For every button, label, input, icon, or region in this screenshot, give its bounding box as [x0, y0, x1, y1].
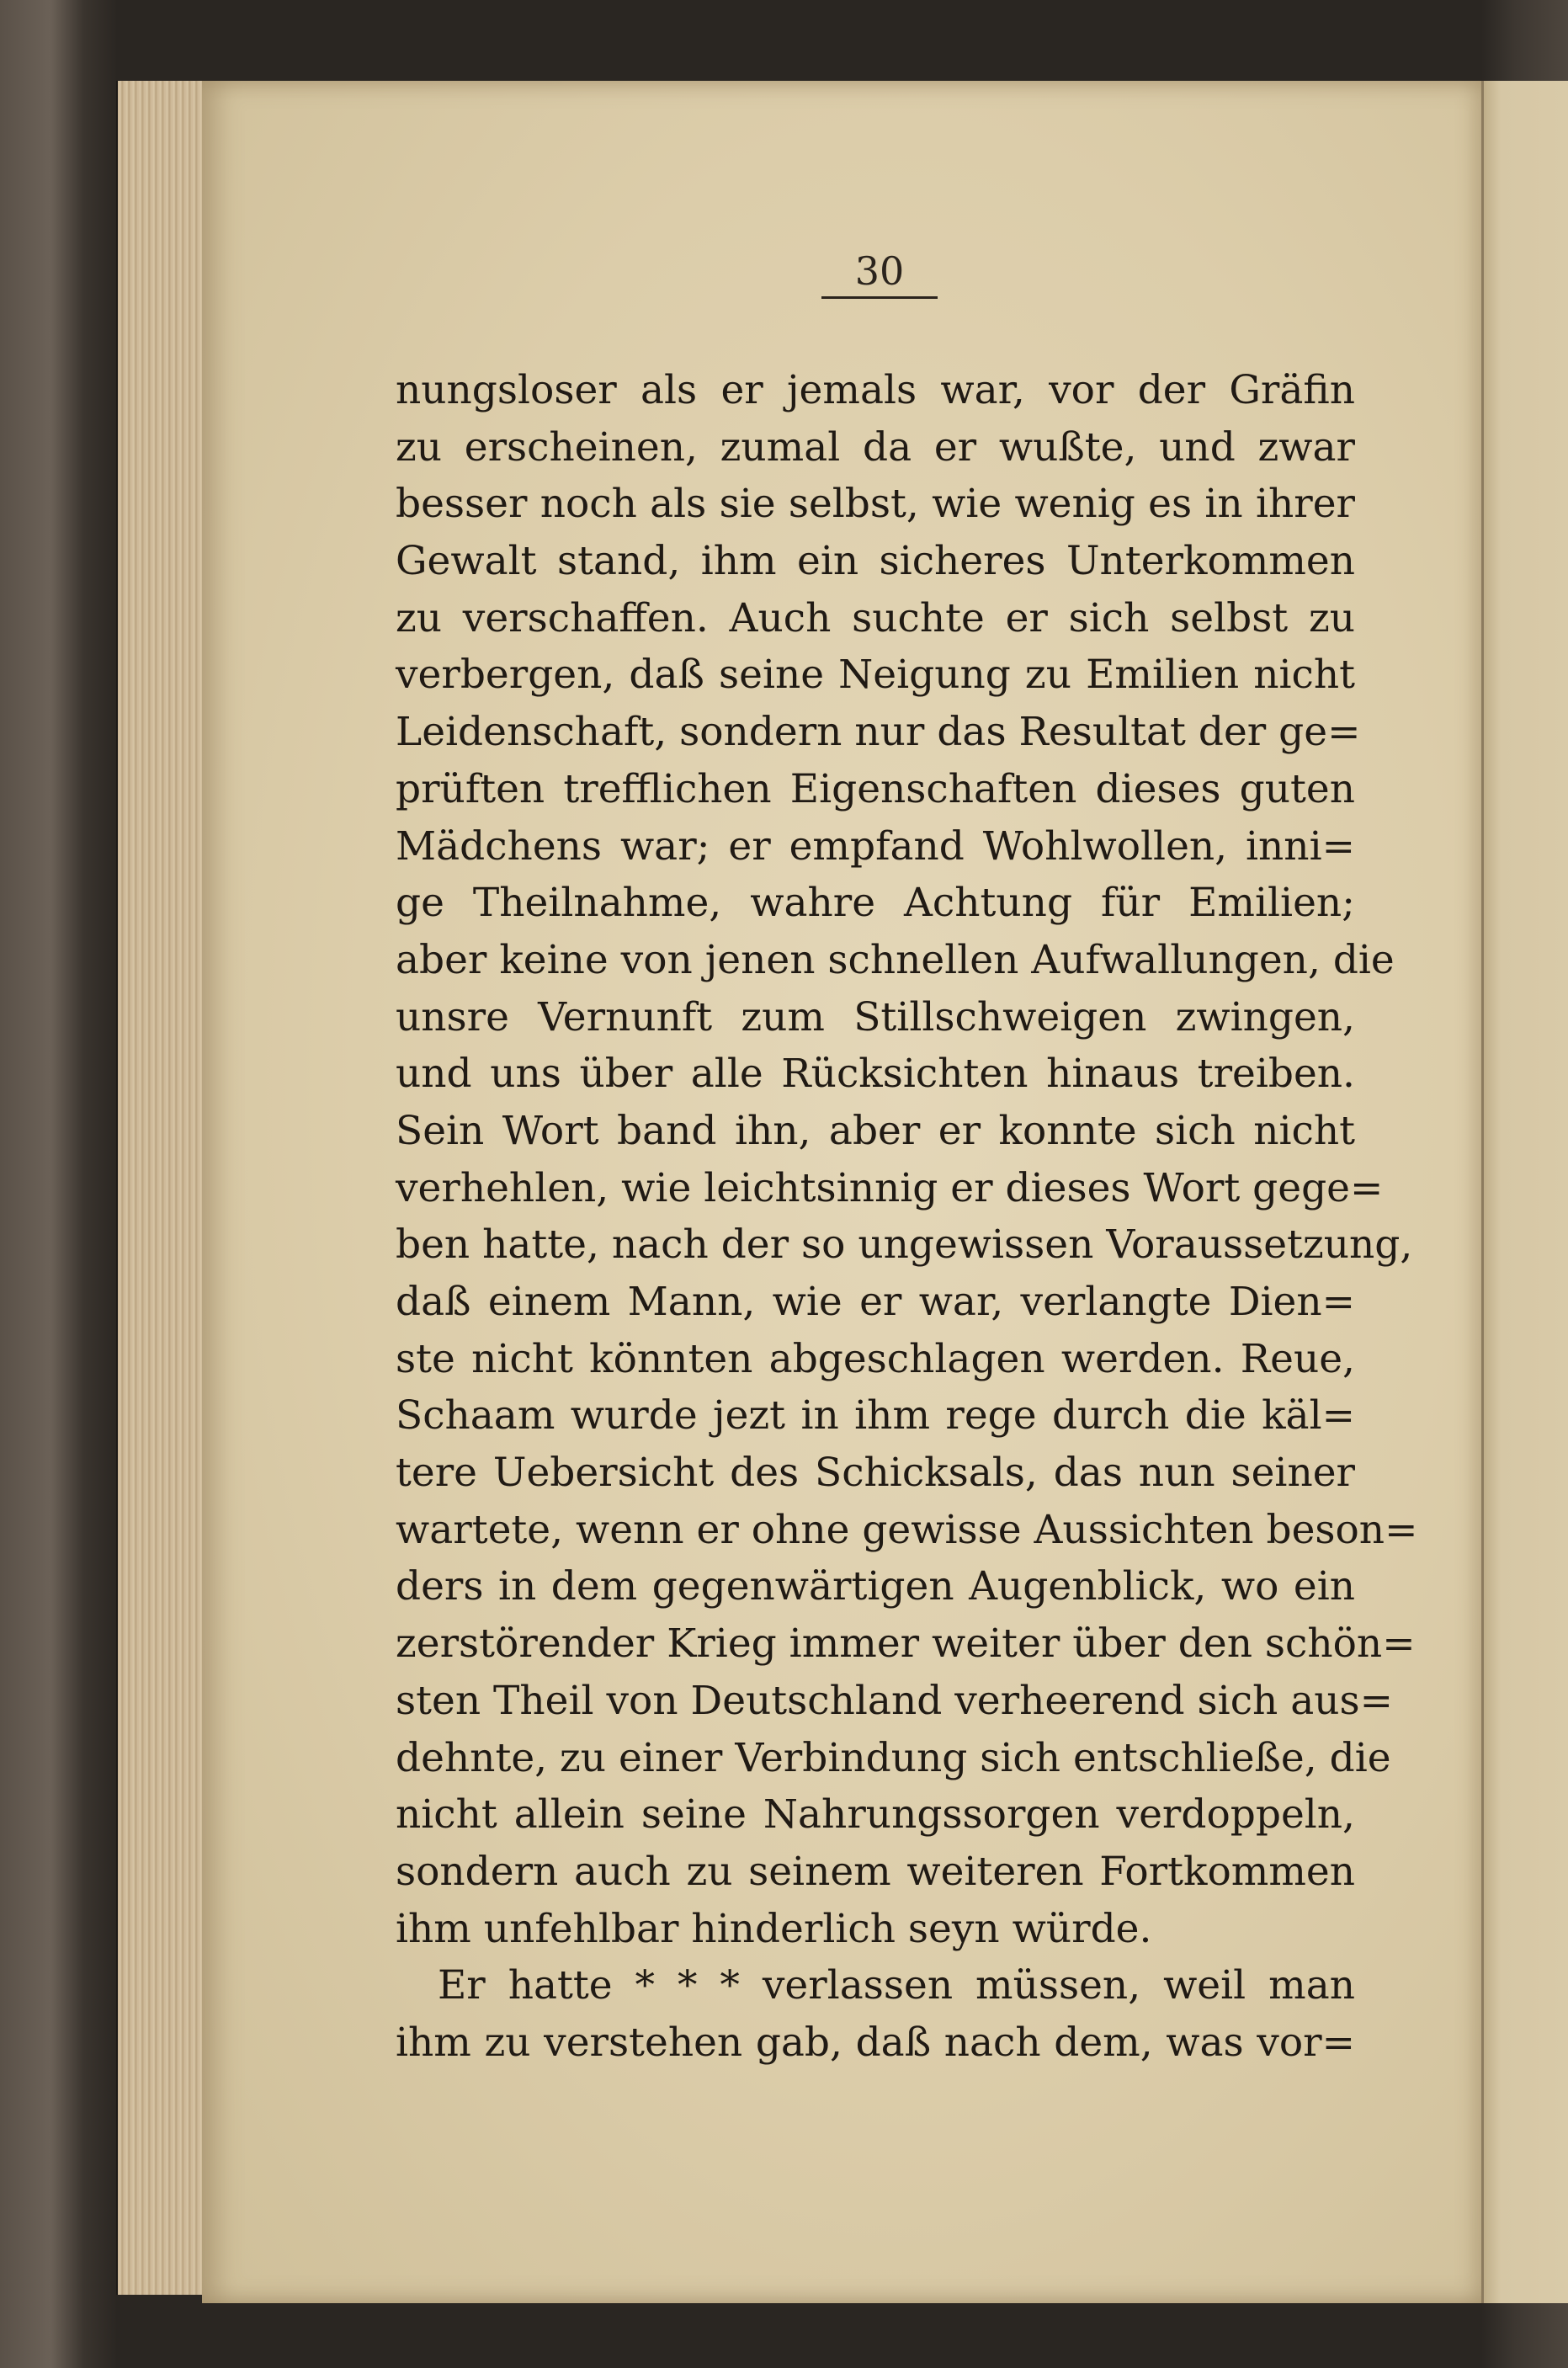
text-line: verhehlen, wie leichtsinnig er dieses Wort gege=: [396, 1164, 1384, 1211]
text-line: prüften trefflichen Eigenschaften dieses guten: [396, 765, 1355, 812]
text-line: Leidenschaft, sondern nur das Resultat der ge=: [396, 709, 1361, 756]
body-text: [396, 362, 1418, 2072]
text-line: Sein Wort band ihn, aber er konnte sich nicht: [396, 1107, 1355, 1154]
page-number-rule: [821, 296, 938, 299]
text-line: zu erscheinen, zumal da er wußte, und zwar: [396, 423, 1355, 471]
text-line: besser noch als sie selbst, wie wenig es in ihrer: [396, 481, 1355, 528]
text-line: zu verschaffen. Auch suchte er sich selbst zu: [396, 594, 1355, 641]
text-line: tere Uebersicht des Schicksals, das nun seiner: [396, 1450, 1355, 1497]
text-line: Er hatte * * * verlassen müssen, weil man: [438, 1962, 1355, 2009]
text-line: ben hatte, nach der so ungewissen Voraussetzung,: [396, 1221, 1413, 1269]
text-line: ihm unfehlbar hinderlich seyn würde.: [396, 1905, 1152, 1952]
text-line: ste nicht könnten abgeschlagen werden. Reue,: [396, 1335, 1355, 1382]
text-line: unsre Vernunft zum Stillschweigen zwingen,: [396, 993, 1355, 1040]
page-number: 30: [854, 248, 905, 294]
text-line: nungsloser als er jemals war, vor der Gräfin: [396, 367, 1355, 413]
text-line: wartete, wenn er ohne gewisse Aussichten beson=: [396, 1506, 1418, 1553]
text-line: sondern auch zu seinem weiteren Fortkommen: [396, 1848, 1355, 1895]
text-line: sten Theil von Deutschland verheerend sich aus=: [396, 1677, 1394, 1724]
text-line: Mädchens war; er empfand Wohlwollen, inni=: [396, 822, 1355, 870]
text-line: ihm zu verstehen gab, daß nach dem, was vor=: [396, 2019, 1355, 2066]
text-line: nicht allein seine Nahrungssorgen verdoppeln,: [396, 1791, 1355, 1839]
text-line: ders in dem gegenwärtigen Augenblick, wo ein: [396, 1563, 1355, 1610]
text-line: verbergen, daß seine Neigung zu Emilien nicht: [396, 652, 1355, 699]
text-line: dehnte, zu einer Verbindung sich entschließe, die: [396, 1734, 1391, 1781]
text-line: ge Theilnahme, wahre Achtung für Emilien;: [396, 880, 1355, 927]
text-line: aber keine von jenen schnellen Aufwallungen, die: [396, 936, 1395, 983]
text-line: Schaam wurde jezt in ihm rege durch die käl=: [396, 1392, 1355, 1439]
text-line: Gewalt stand, ihm ein sicheres Unterkommen: [396, 538, 1355, 585]
text-line: und uns über alle Rücksichten hinaus treiben.: [396, 1051, 1355, 1098]
text-line: daß einem Mann, wie er war, verlangte Dien=: [396, 1279, 1355, 1325]
facing-page-edge: [1481, 81, 1568, 2303]
text-line: zerstörender Krieg immer weiter über den schön=: [396, 1620, 1416, 1668]
